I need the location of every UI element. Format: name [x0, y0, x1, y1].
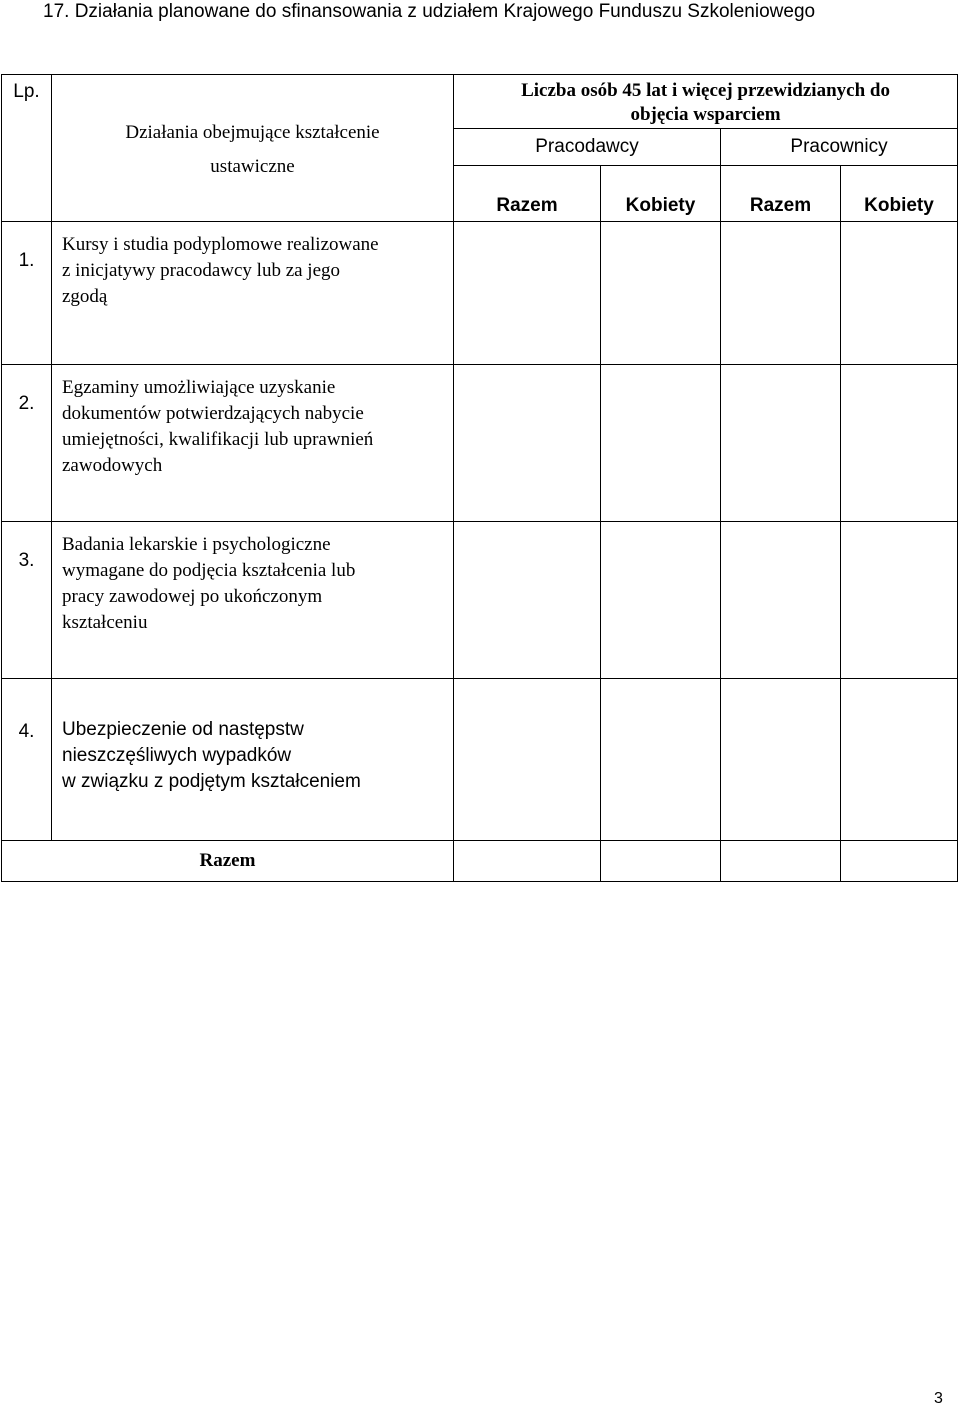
value-cell [841, 222, 958, 365]
value-cell [601, 522, 721, 679]
row-number: 4. [2, 679, 52, 841]
table-row [2, 365, 958, 522]
value-cell [454, 679, 601, 841]
value-cell [454, 365, 601, 522]
value-cell [721, 841, 841, 882]
count-header [454, 75, 958, 129]
value-cell [601, 841, 721, 882]
group-employers: Pracodawcy [454, 129, 721, 166]
value-cell [841, 841, 958, 882]
value-cell [454, 841, 601, 882]
description-line: Badania lekarskie i psychologiczne [62, 534, 331, 555]
value-cell [841, 365, 958, 522]
description-line: zawodowych [62, 455, 163, 476]
actions-header-line2: ustawiczne [210, 156, 295, 177]
value-cell [721, 365, 841, 522]
value-cell [454, 222, 601, 365]
value-cell [721, 679, 841, 841]
description-line: Kursy i studia podyplomowe realizowane [62, 234, 379, 255]
value-cell [841, 679, 958, 841]
actions-header [52, 75, 454, 222]
value-cell [601, 365, 721, 522]
row-number: 1. [2, 222, 52, 365]
planned-actions-table [1, 74, 958, 882]
value-cell [454, 522, 601, 679]
page-number: 3 [934, 1390, 943, 1407]
table-row [2, 222, 958, 365]
value-cell [841, 522, 958, 679]
actions-header-line1: Działania obejmujące kształcenie [125, 122, 380, 143]
sub-total-employees: Razem [721, 166, 841, 222]
table-row [2, 522, 958, 679]
count-header-line2: objęcia wsparciem [630, 103, 781, 125]
sub-total-employers: Razem [454, 166, 601, 222]
section-heading: 17. Działania planowane do sfinansowania z udziałem Krajowego Funduszu Szkoleniowego [43, 1, 816, 22]
lp-header: Lp. [2, 75, 52, 222]
description-line: Ubezpieczenie od następstw [62, 719, 304, 740]
description-line: z inicjatywy pracodawcy lub za jego [62, 260, 341, 281]
value-cell [721, 222, 841, 365]
row-description [52, 365, 454, 522]
description-line: wymagane do podjęcia kształcenia lub [62, 560, 356, 581]
value-cell [601, 222, 721, 365]
row-description [52, 222, 454, 365]
value-cell [721, 522, 841, 679]
count-header-line1: Liczba osób 45 lat i więcej przewidzianych do [521, 79, 890, 101]
description-line: zgodą [62, 286, 108, 307]
header-row-1 [2, 75, 958, 129]
row-description [52, 522, 454, 679]
description-line: umiejętności, kwalifikacji lub uprawnień [62, 429, 374, 450]
row-number: 2. [2, 365, 52, 522]
row-number: 3. [2, 522, 52, 679]
total-row [2, 841, 958, 882]
value-cell [601, 679, 721, 841]
description-line: kształceniu [62, 612, 148, 633]
group-employees: Pracownicy [721, 129, 958, 166]
description-line: Egzaminy umożliwiające uzyskanie [62, 377, 336, 398]
sub-women-employees: Kobiety [841, 166, 958, 222]
total-label: Razem [2, 841, 454, 882]
sub-women-employers: Kobiety [601, 166, 721, 222]
table-row [2, 679, 958, 841]
description-line: w związku z podjętym kształceniem [62, 771, 361, 792]
row-description [52, 679, 454, 841]
description-line: dokumentów potwierdzających nabycie [62, 403, 364, 424]
description-line: pracy zawodowej po ukończonym [62, 586, 323, 607]
description-line: nieszczęśliwych wypadków [62, 745, 292, 766]
